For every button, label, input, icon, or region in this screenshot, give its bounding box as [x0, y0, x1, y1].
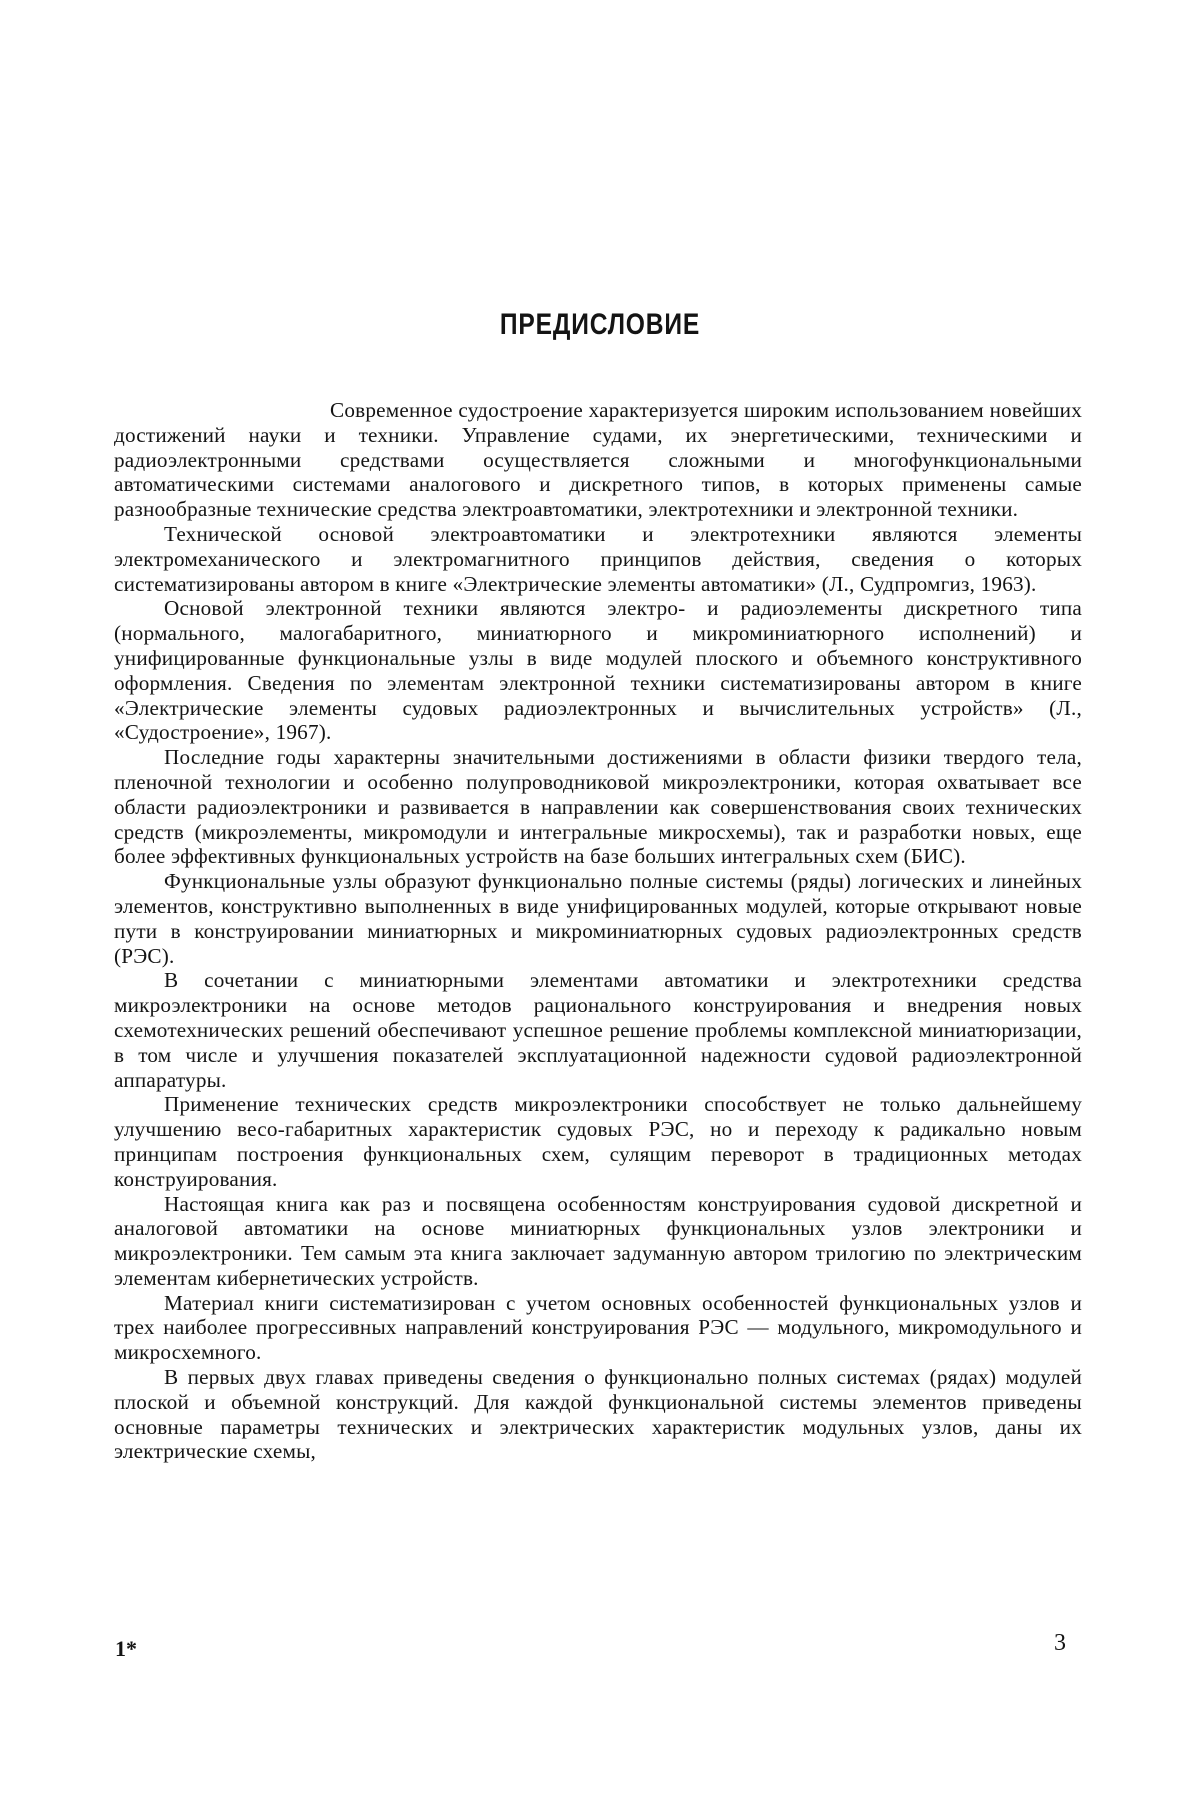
paragraph-9: Материал книги систематизирован с учетом основных особенностей функциональных узлов и трех наиболее прогрессивных направлений конструирования РЭС — модульного, микромодульного и микросхемного. [114, 1291, 1082, 1365]
signature-mark: 1* [115, 1636, 137, 1662]
paragraph-5: Функциональные узлы образуют функционально полные системы (ряды) логических и линейных элементов, конструктивно выполненных в виде унифицированных модулей, которые открывают новые пути в конструировании миниатюрных и микроминиатюрных судовых радиоэлектронных средств (РЭС). [114, 869, 1082, 968]
paragraph-4: Последние годы характерны значительными достижениями в области физики твердого тела, пленочной технологии и особенно полупроводниковой микроэлектроники, которая охватывает все области радиоэлектроники и развивается в направлении как совершенствования своих технических средств (микроэлементы, микромодули и интегральные микросхемы), так и разработки новых, еще более эффективных функциональных устройств на базе больших интегральных схем (БИС). [114, 745, 1082, 869]
paragraph-6: В сочетании с миниатюрными элементами автоматики и электротехники средства микроэлектроники на основе методов рационального конструирования и внедрения новых схемотехнических решений обеспечивают успешное решение проблемы комплексной миниатюризации, в том числе и улучшения показателей эксплуатационной надежности судовой радиоэлектронной аппаратуры. [114, 968, 1082, 1092]
paragraph-3: Основой электронной техники являются электро- и радиоэлементы дискретного типа (нормального, малогабаритного, миниатюрного и микроминиатюрного исполнений) и унифицированные функциональные узлы в виде модулей плоского и объемного конструктивного оформления. Сведения по элементам электронной техники систематизированы автором в книге «Электрические элементы судовых радиоэлектронных и вычислительных устройств» (Л., «Судостроение», 1967). [114, 596, 1082, 745]
document-page [0, 0, 1200, 1800]
paragraph-2: Технической основой электроавтоматики и электротехники являются элементы электромеханического и электромагнитного принципов действия, сведения о которых систематизированы автором в книге «Электрические элементы автоматики» (Л., Судпромгиз, 1963). [114, 522, 1082, 596]
page-number: 3 [1054, 1630, 1066, 1657]
body-text [114, 398, 1082, 1464]
paragraph-10: В первых двух главах приведены сведения о функционально полных системах (рядах) модулей плоской и объемной конструкций. Для каждой функциональной системы элементов приведены основные параметры технических и электрических характеристик модульных узлов, даны их электрические схемы, [114, 1365, 1082, 1464]
paragraph-1: Современное судостроение характеризуется широким использованием новейших достижений науки и техники. Управление судами, их энергетическими, техническими и радиоэлектронными средствами осуществляется сложными и многофункциональными автоматическими системами аналогового и дискретного типов, в которых применены самые разнообразные технические средства электроавтоматики, электротехники и электронной техники. [114, 398, 1082, 522]
paragraph-7: Применение технических средств микроэлектроники способствует не только дальнейшему улучшению весо-габаритных характеристик судовых РЭС, но и переходу к радикально новым принципам построения функциональных схем, сулящим переворот в традиционных методах конструирования. [114, 1092, 1082, 1191]
page-title: ПРЕДИСЛОВИЕ [108, 308, 1092, 342]
paragraph-8: Настоящая книга как раз и посвящена особенностям конструирования судовой дискретной и аналоговой автоматики на основе миниатюрных функциональных узлов электроники и микроэлектроники. Тем самым эта книга заключает задуманную автором трилогию по электрическим элементам кибернетических устройств. [114, 1192, 1082, 1291]
